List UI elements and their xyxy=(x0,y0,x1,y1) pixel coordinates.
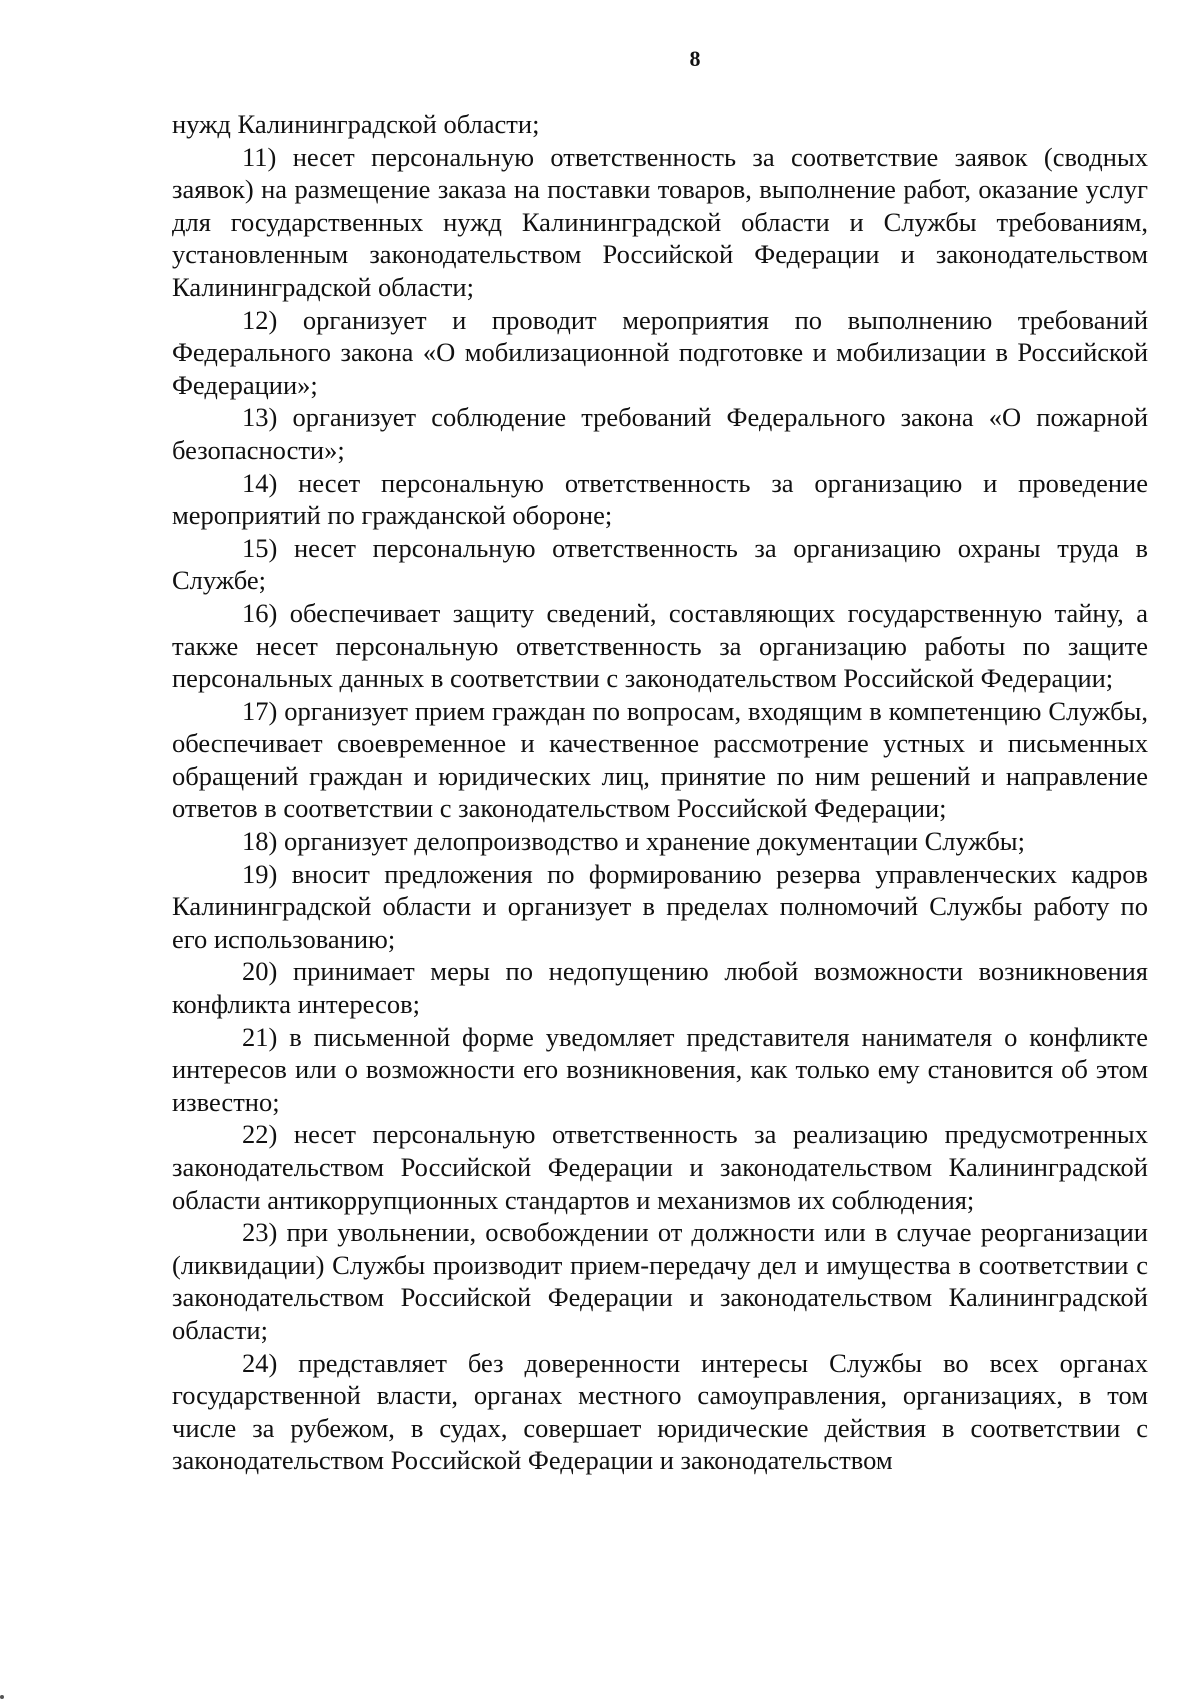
paragraph-item-18: 18) организует делопроизводство и хранение документации Службы; xyxy=(242,826,1025,857)
paragraph-item-24: 24) представляет без доверенности интересы Службы во всех органах государственной власти, органах местного самоуправления, организациях, в том числе за рубежом, в судах, совершает юридические действия в соответствии с законодательством Российской Федерации и законодательством xyxy=(172,1347,1148,1476)
paragraph-item-13: 13) организует соблюдение требований Федерального закона «О пожарной безопасности»; xyxy=(172,402,1148,465)
page-number: 8 xyxy=(689,46,701,71)
paragraph-item-16: 16) обеспечивает защиту сведений, составляющих государственную тайну, а также несет персональную ответственность за организацию работы по защите персональных данных в соответствии с законодательством Российской Федерации; xyxy=(172,597,1148,694)
paragraph-continuation: нужд Калининградской области; xyxy=(172,109,540,139)
paragraph-item-22: 22) несет персональную ответственность за реализацию предусмотренных законодательством Российской Федерации и законодательством Калининградской области антикоррупционных стандартов и механизмов их соблюдения; xyxy=(172,1119,1148,1215)
paragraph-item-17: 17) организует прием граждан по вопросам, входящим в компетенцию Службы, обеспечивает своевременное и качественное рассмотрение устных и письменных обращений граждан и юридических лиц, принятие по ним решений и направление ответов в соответствии с законодательством Российской Федерации; xyxy=(172,695,1148,824)
paragraph-item-21: 21) в письменной форме уведомляет представителя нанимателя о конфликте интересов или о возможности его возникновения, как только ему становится об этом известно; xyxy=(172,1021,1148,1117)
paragraph-item-14: 14) несет персональную ответственность за организацию и проведение мероприятий по гражданской обороне; xyxy=(172,467,1148,531)
paragraph-item-11: 11) несет персональную ответственность за соответствие заявок (сводных заявок) на размещение заказа на поставки товаров, выполнение работ, оказание услуг для государственных нужд Калининградской области и Службы требованиям, установленным законодательством Российской Федерации и законодательством Калининградской области; xyxy=(172,141,1148,302)
paragraph-item-23: 23) при увольнении, освобождении от должности или в случае реорганизации (ликвидации) Службы производит прием-передачу дел и имущества в соответствии с законодательством Российской Федерации и законодательством Калининградской области; xyxy=(172,1217,1148,1345)
paragraph-item-19: 19) вносит предложения по формированию резерва управленческих кадров Калининградской области и организует в пределах полномочий Службы работу по его использованию; xyxy=(172,858,1148,954)
paragraph-item-20: 20) принимает меры по недопущению любой возможности возникновения конфликта интересов; xyxy=(172,956,1148,1020)
paragraph-item-12: 12) организует и проводит мероприятия по выполнению требований Федерального закона «О мобилизационной подготовке и мобилизации в Российской Федерации»; xyxy=(172,304,1148,400)
document-body xyxy=(172,108,1148,1477)
paragraph-item-15: 15) несет персональную ответственность за организацию охраны труда в Службе; xyxy=(172,532,1148,596)
scan-speck xyxy=(0,1695,4,1699)
